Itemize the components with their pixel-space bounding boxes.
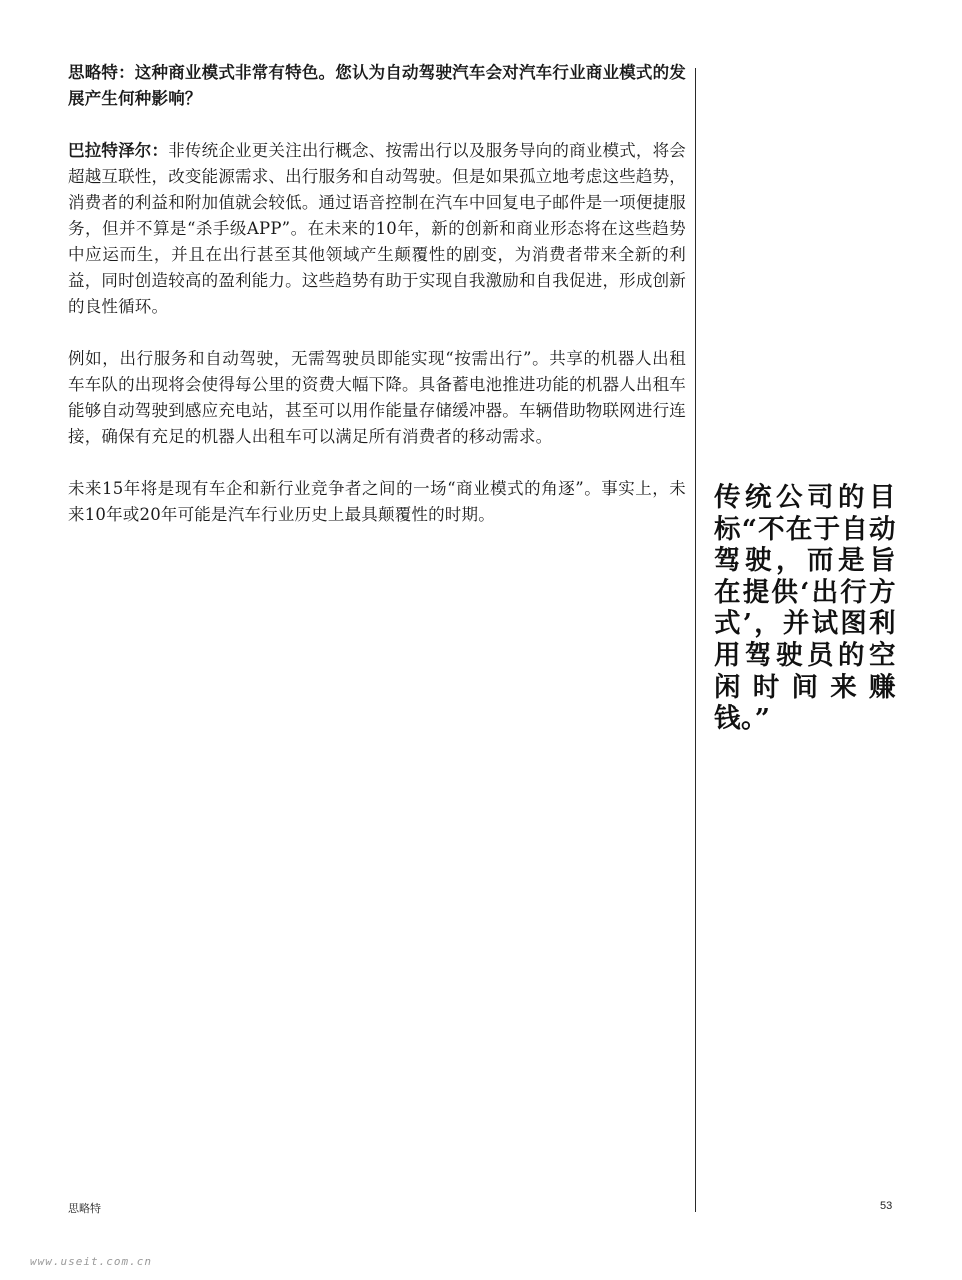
- answer-speaker: 巴拉特泽尔：: [68, 141, 169, 160]
- answer-paragraph-2: 例如，出行服务和自动驾驶，无需驾驶员即能实现“按需出行”。共享的机器人出租车车队的出现将会使得每公里的资费大幅下降。具备蓄电池推进功能的机器人出租车能够自动驾驶到感应充电站，甚至可以用作能量存储缓冲器。车辆借助物联网进行连接，确保有充足的机器人出租车可以满足所有消费者的移动需求。: [68, 349, 686, 446]
- pull-quote: 传统公司的目标“不在于自动驾驶，而是旨在提供‘出行方式’，并试图利用驾驶员的空闲时间来赚钱。”: [714, 482, 896, 735]
- footer-page-number: 53: [880, 1200, 893, 1212]
- interview-question: 思略特：这种商业模式非常有特色。您认为自动驾驶汽车会对汽车行业商业模式的发展产生何种影响？: [68, 63, 686, 108]
- answer-paragraph-1: [68, 138, 686, 320]
- answer-text-1: 非传统企业更关注出行概念、按需出行以及服务导向的商业模式，将会超越互联性，改变能源需求、出行服务和自动驾驶。但是如果孤立地考虑这些趋势，消费者的利益和附加值就会较低。通过语音控制在汽车中回复电子邮件是一项便捷服务，但并不算是“杀手级APP”。在未来的10年，新的创新和商业形态将在这些趋势中应运而生，并且在出行甚至其他领域产生颠覆性的剧变，为消费者带来全新的利益，同时创造较高的盈利能力。这些趋势有助于实现自我激励和自我促进，形成创新的良性循环。: [68, 141, 686, 316]
- column-divider: [695, 68, 696, 1212]
- article-body: [68, 60, 686, 554]
- watermark-text: www.useit.com.cn: [30, 1255, 152, 1268]
- footer-publication: 思略特: [68, 1203, 101, 1215]
- answer-paragraph-3: 未来15年将是现有车企和新行业竞争者之间的一场“商业模式的角逐”。事实上，未来10年或20年可能是汽车行业历史上最具颠覆性的时期。: [68, 479, 686, 524]
